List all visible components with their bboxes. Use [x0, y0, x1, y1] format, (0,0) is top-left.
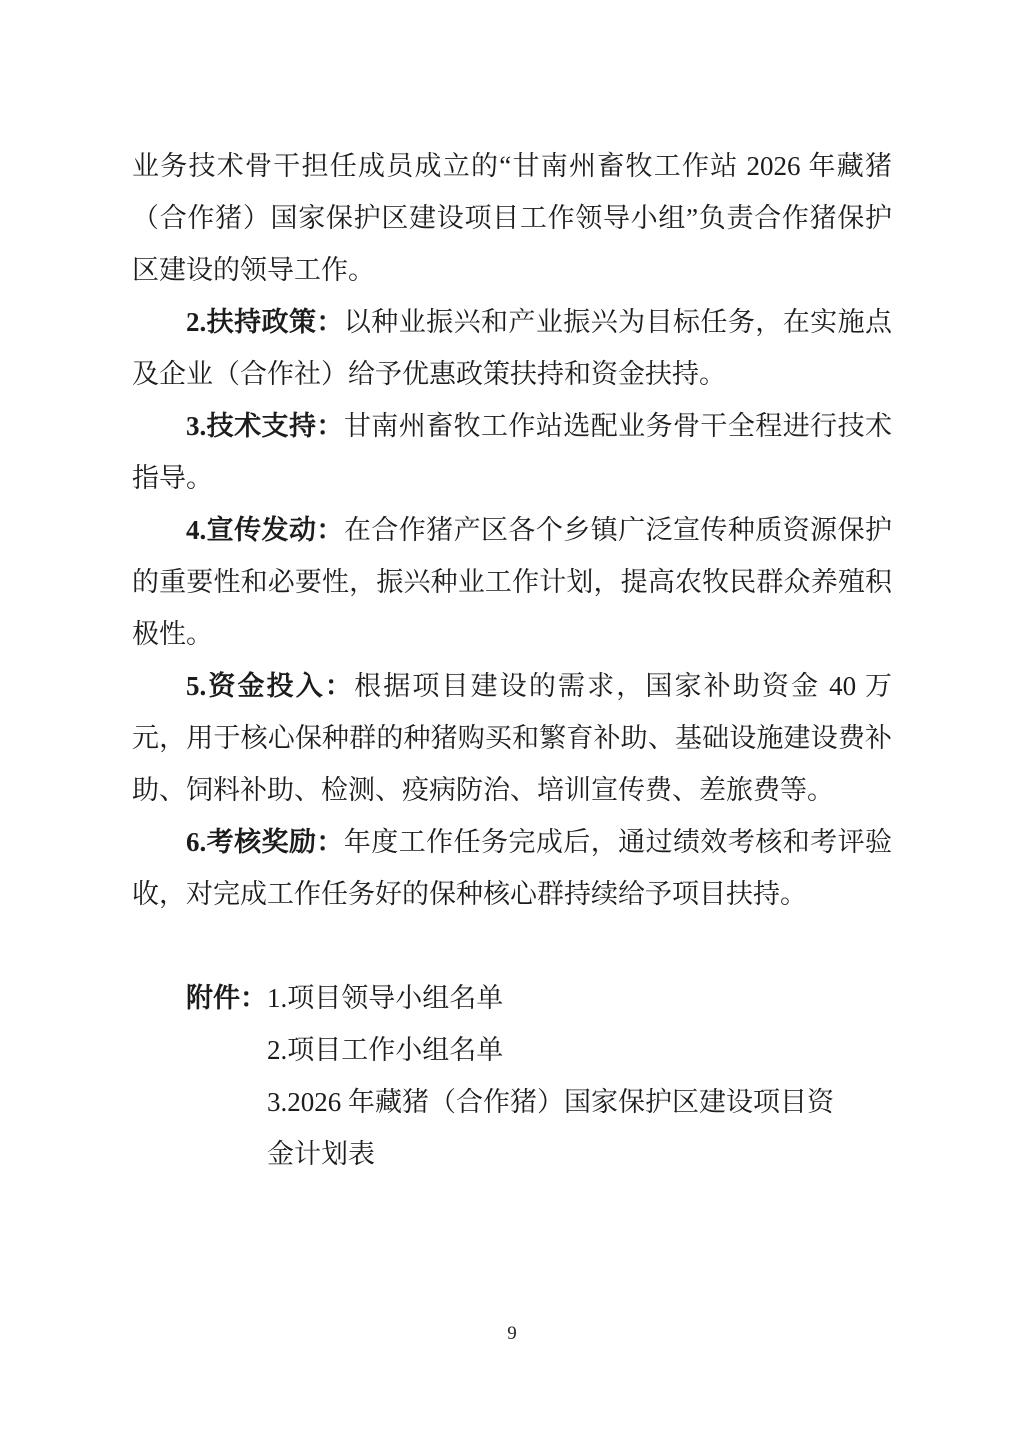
paragraph-technical-support: [132, 400, 892, 504]
paragraph-publicity-label: 4.宣传发动：: [186, 515, 344, 545]
attachment-item-2: 2.项目工作小组名单: [267, 1035, 504, 1065]
attachments-first-row: [132, 972, 892, 1024]
paragraph-support-policy-text: 以种业振兴和产业振兴为目标任务，在实施点及企业（合作社）给予优惠政策扶持和资金扶持。: [132, 307, 893, 389]
attachment-item-3: 3.2026 年藏猪（合作猪）国家保护区建设项目资金计划表: [267, 1087, 834, 1169]
paragraph-technical-support-text: 甘南州畜牧工作站选配业务骨干全程进行技术指导。: [132, 411, 893, 493]
attachments-section: [132, 972, 892, 1180]
paragraph-assessment-reward: [132, 816, 892, 920]
paragraph-publicity-text: 在合作猪产区各个乡镇广泛宣传种质资源保护的重要性和必要性，振兴种业工作计划，提高农牧民群众养殖积极性。: [132, 515, 893, 649]
paragraph-funding-label: 5.资金投入：: [186, 671, 355, 701]
paragraph-support-policy-label: 2.扶持政策：: [186, 307, 344, 337]
paragraph-assessment-reward-text: 年度工作任务完成后，通过绩效考核和考评验收，对完成工作任务好的保种核心群持续给予项目扶持。: [132, 827, 893, 909]
paragraph-assessment-reward-label: 6.考核奖励：: [186, 827, 344, 857]
paragraph-technical-support-label: 3.技术支持：: [186, 411, 344, 441]
paragraph-publicity: [132, 504, 892, 660]
document-body: [132, 140, 892, 1180]
page-number: 9: [507, 1323, 517, 1344]
paragraph-funding: [132, 660, 892, 816]
paragraph-funding-text: 根据项目建设的需求，国家补助资金 40 万元，用于核心保种群的种猪购买和繁育补助、基础设施建设费补助、饲料补助、检测、疫病防治、培训宣传费、差旅费等。: [132, 671, 892, 805]
attachments-label: 附件：: [186, 983, 267, 1013]
paragraph-support-policy: [132, 296, 892, 400]
attachment-item-1: 1.项目领导小组名单: [267, 983, 504, 1013]
paragraph-leading-group-continuation: 业务技术骨干担任成员成立的“甘南州畜牧工作站 2026 年藏猪（合作猪）国家保护区建设项目工作领导小组”负责合作猪保护区建设的领导工作。: [132, 151, 892, 285]
